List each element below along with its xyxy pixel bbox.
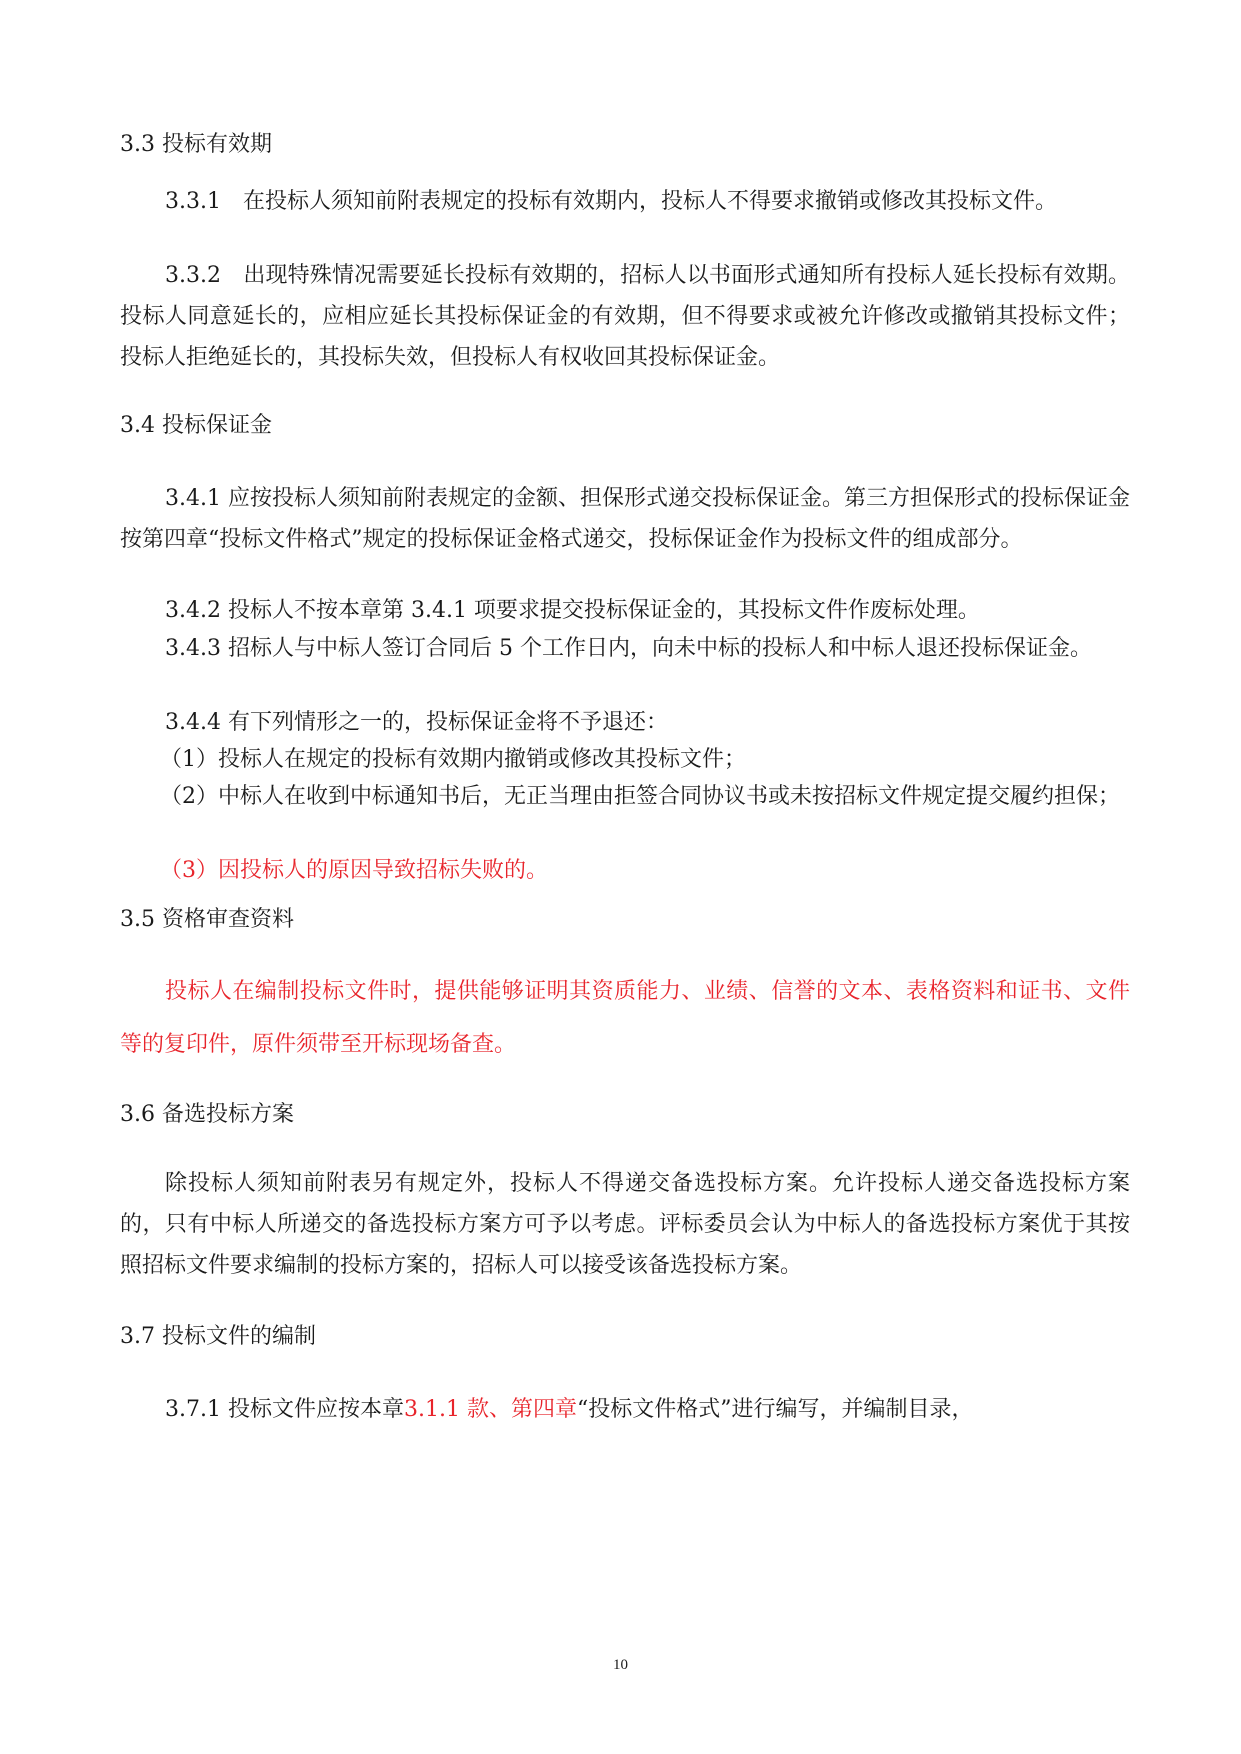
- page-number: 10: [613, 1657, 628, 1673]
- paragraph-3-3-2: 3.3.2 出现特殊情况需要延长投标有效期的，招标人以书面形式通知所有投标人延长投标有效期。投标人同意延长的，应相应延长其投标保证金的有效期，但不得要求或被允许修改或撤销其投标文件；投标人拒绝延长的，其投标失效，但投标人有权收回其投标保证金。: [120, 263, 1130, 370]
- document-page: [120, 0, 1130, 1754]
- paragraph-3-6: 除投标人须知前附表另有规定外，投标人不得递交备选投标方案。允许投标人递交备选投标方案的，只有中标人所递交的备选投标方案方可予以考虑。评标委员会认为中标人的备选投标方案优于其按照招标文件要求编制的投标方案的，招标人可以接受该备选投标方案。: [120, 1171, 1130, 1278]
- heading-3-6: 3.6 备选投标方案: [120, 1102, 294, 1127]
- heading-3-3: 3.3 投标有效期: [120, 132, 272, 157]
- list-item-2: （2）中标人在收到中标通知书后，无正当理由拒签合同协议书或未按招标文件规定提交履约担保；: [160, 784, 1121, 809]
- paragraph-3-4-1: 3.4.1 应按投标人须知前附表规定的金额、担保形式递交投标保证金。第三方担保形式的投标保证金按第四章“投标文件格式”规定的投标保证金格式递交，投标保证金作为投标文件的组成部分。: [120, 486, 1130, 552]
- paragraph-3-7-1-text-a: 3.7.1 投标文件应按本章: [165, 1397, 404, 1422]
- heading-3-7: 3.7 投标文件的编制: [120, 1324, 316, 1349]
- paragraph-3-7-1-text-b: “投标文件格式”进行编写，并编制目录，: [576, 1397, 974, 1422]
- heading-3-4: 3.4 投标保证金: [120, 413, 272, 438]
- paragraph-3-7-1: [120, 1389, 1130, 1430]
- paragraph-3-5: 投标人在编制投标文件时，提供能够证明其资质能力、业绩、信誉的文本、表格资料和证书、文件等的复印件，原件须带至开标现场备查。: [120, 979, 1130, 1057]
- list-item-1: （1）投标人在规定的投标有效期内撤销或修改其投标文件；: [160, 747, 746, 772]
- paragraph-3-4-2: 3.4.2 投标人不按本章第 3.4.1 项要求提交投标保证金的，其投标文件作废标处理。: [165, 598, 980, 623]
- list-item-3: （3）因投标人的原因导致招标失败的。: [160, 858, 548, 883]
- paragraph-3-7-1-text-red: 3.1.1 款、第四章: [403, 1397, 577, 1422]
- paragraph-3-4-3: 3.4.3 招标人与中标人签订合同后 5 个工作日内，向未中标的投标人和中标人退还投标保证金。: [165, 636, 1092, 661]
- paragraph-3-4-4: 3.4.4 有下列情形之一的，投标保证金将不予退还：: [165, 710, 668, 735]
- paragraph-3-3-1: 3.3.1 在投标人须知前附表规定的投标有效期内，投标人不得要求撤销或修改其投标文件。: [165, 189, 1057, 214]
- heading-3-5: 3.5 资格审查资料: [120, 907, 294, 932]
